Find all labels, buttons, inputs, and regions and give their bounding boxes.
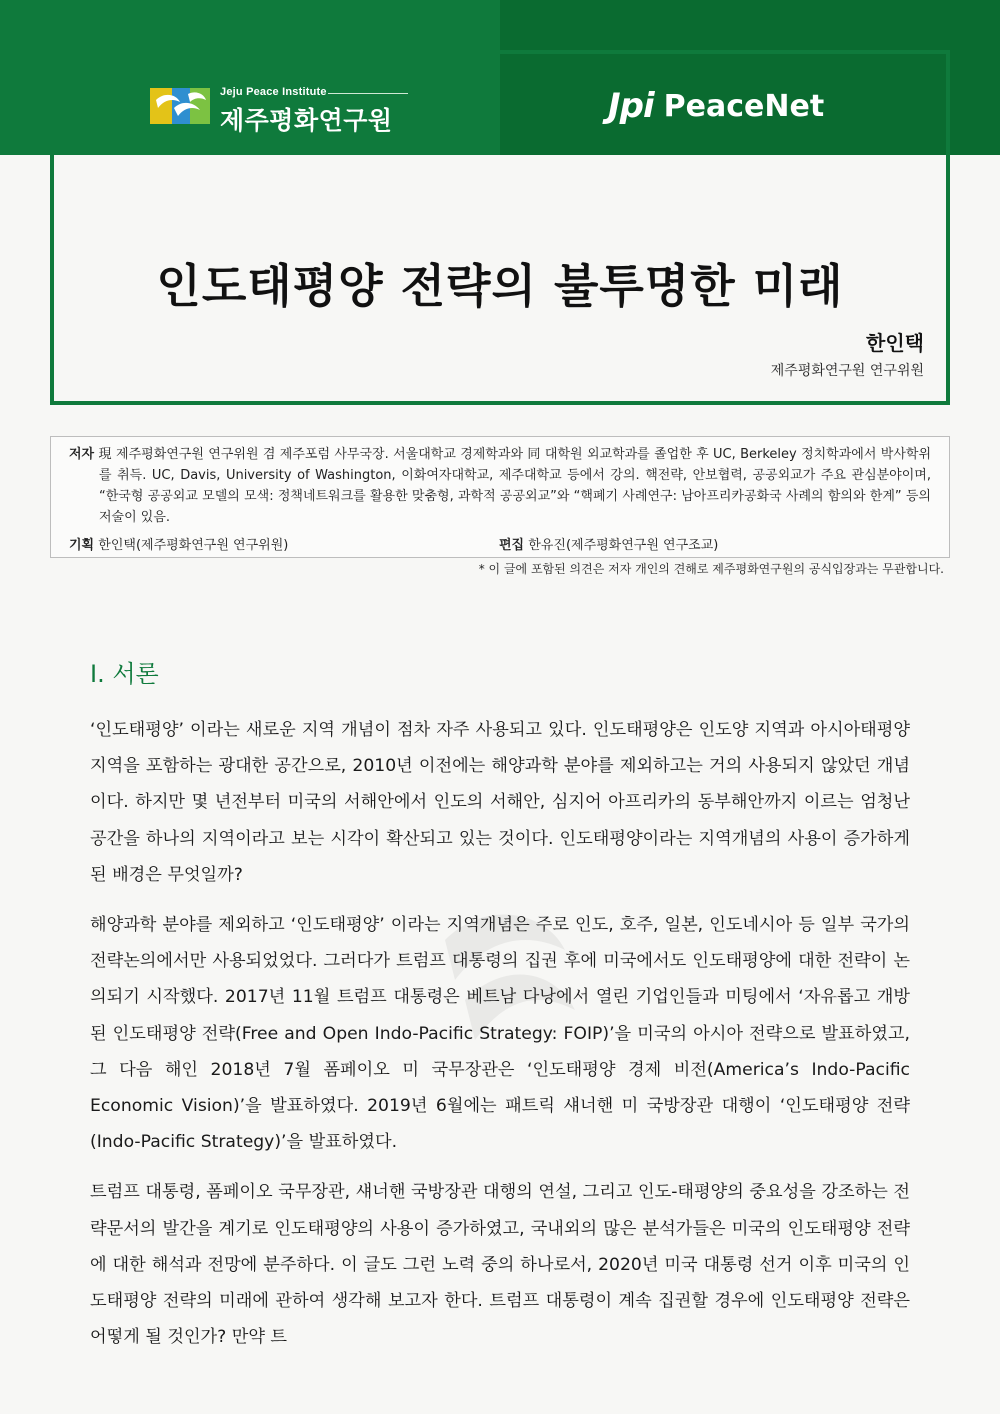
logo-divider	[328, 93, 408, 94]
section-heading: I. 서론	[90, 660, 159, 688]
credits-row	[69, 535, 931, 555]
page-title: 인도태평양 전략의 불투명한 미래	[156, 259, 844, 313]
peacenet-logo	[608, 84, 824, 128]
section-body	[90, 712, 910, 1369]
author-bio	[69, 444, 931, 528]
planning-label: 기획	[69, 538, 95, 553]
peacenet-wordmark: PeaceNet	[663, 88, 825, 124]
jeju-peace-institute-logo	[150, 82, 410, 135]
institute-emblem-icon	[150, 86, 210, 126]
logo-korean-name: 제주평화연구원	[220, 106, 393, 135]
disclaimer: * 이 글에 포함된 의견은 저자 개인의 견해로 제주평화연구원의 공식입장과는 무관합니다.	[478, 562, 944, 576]
editing-credit	[499, 535, 718, 556]
author-bio-text: 現 제주평화연구원 연구위원 겸 제주포럼 사무국장. 서울대학교 경제학과와 同 대학원 외교학과를 졸업한 후 UC, Berkeley 정치학과에서 박사학위를 취득. UC, Davis, University of Washington, 이화여자대학교, 제주대학교 등에서 강의. 핵전략, 안보협력, 공공외교가 주요 관심분야이며, “한국형 공공외교 모델의 모색: 정책네트워크를 활용한 맞춤형, 과학적 공공외교”와 “핵폐기 사례연구: 남아프리카공화국 사례의 함의와 한계” 등의 저술이 있음.	[98, 447, 931, 525]
paragraph: 트럼프 대통령, 폼페이오 국무장관, 섀너핸 국방장관 대행의 연설, 그리고 인도-태평양의 중요성을 강조하는 전략문서의 발간을 계기로 인도태평양의 사용이 증가하였고, 국내외의 많은 분석가들은 미국의 인도태평양 전략에 대한 해석과 전망에 분주하다. 이 글도 그런 노력 중의 하나로서, 2020년 미국 대통령 선거 이후 미국의 인도태평양 전략의 미래에 관하여 생각해 보고자 한다. 트럼프 대통령이 계속 집권할 경우에 인도태평양 전략은 어떻게 될 것인가? 만약 트	[90, 1182, 910, 1348]
logo-english-name: Jeju Peace Institute	[220, 86, 327, 98]
planning-text: 한인택(제주평화연구원 연구위원)	[98, 538, 289, 553]
planning-credit	[69, 535, 288, 556]
paragraph: ‘인도태평양’ 이라는 새로운 지역 개념이 점차 자주 사용되고 있다. 인도태평양은 인도양 지역과 아시아태평양 지역을 포함하는 광대한 공간으로, 2010년 이전에는 해양과학 분야를 제외하고는 거의 사용되지 않았던 개념이다. 하지만 몇 년전부터 미국의 서해안에서 인도의 서해안, 심지어 아프리카의 동부해안까지 이르는 엄청난 공간을 하나의 지역이라고 보는 시각이 확산되고 있는 것이다. 인도태평양이라는 지역개념의 사용이 증가하게 된 배경은 무엇일까?	[90, 720, 910, 885]
editing-text: 한유진(제주평화연구원 연구조교)	[528, 538, 719, 553]
author-affiliation: 제주평화연구원 연구위원	[770, 363, 924, 379]
author-info-box	[50, 436, 950, 558]
author-name: 한인택	[866, 331, 924, 355]
editing-label: 편집	[499, 538, 525, 553]
jpi-wordmark: Jpi	[608, 86, 654, 126]
paragraph: 해양과학 분야를 제외하고 ‘인도태평양’ 이라는 지역개념은 주로 인도, 호주, 일본, 인도네시아 등 일부 국가의 전략논의에서만 사용되었었다. 그러다가 트럼프 대통령의 집권 후에 미국에서도 인도태평양에 대한 전략이 논의되기 시작했다. 2017년 11월 트럼프 대통령은 베트남 다낭에서 열린 기업인들과 미팅에서 ‘자유롭고 개방된 인도태평양 전략(Free and Open Indo-Pacific Strategy: FOIP)’을 미국의 아시아 전략으로 발표하였고, 그 다음 해인 2018년 7월 폼페이오 미 국무장관은 ‘인도태평양 경제 비전(America’s Indo-Pacific Economic Vision)’을 발표하였다. 2019년 6월에는 패트릭 섀너핸 미 국방장관 대행이 ‘인도태평양 전략(Indo-Pacific Strategy)’을 발표하였다.	[90, 915, 910, 1153]
author-label: 저자	[69, 447, 95, 462]
